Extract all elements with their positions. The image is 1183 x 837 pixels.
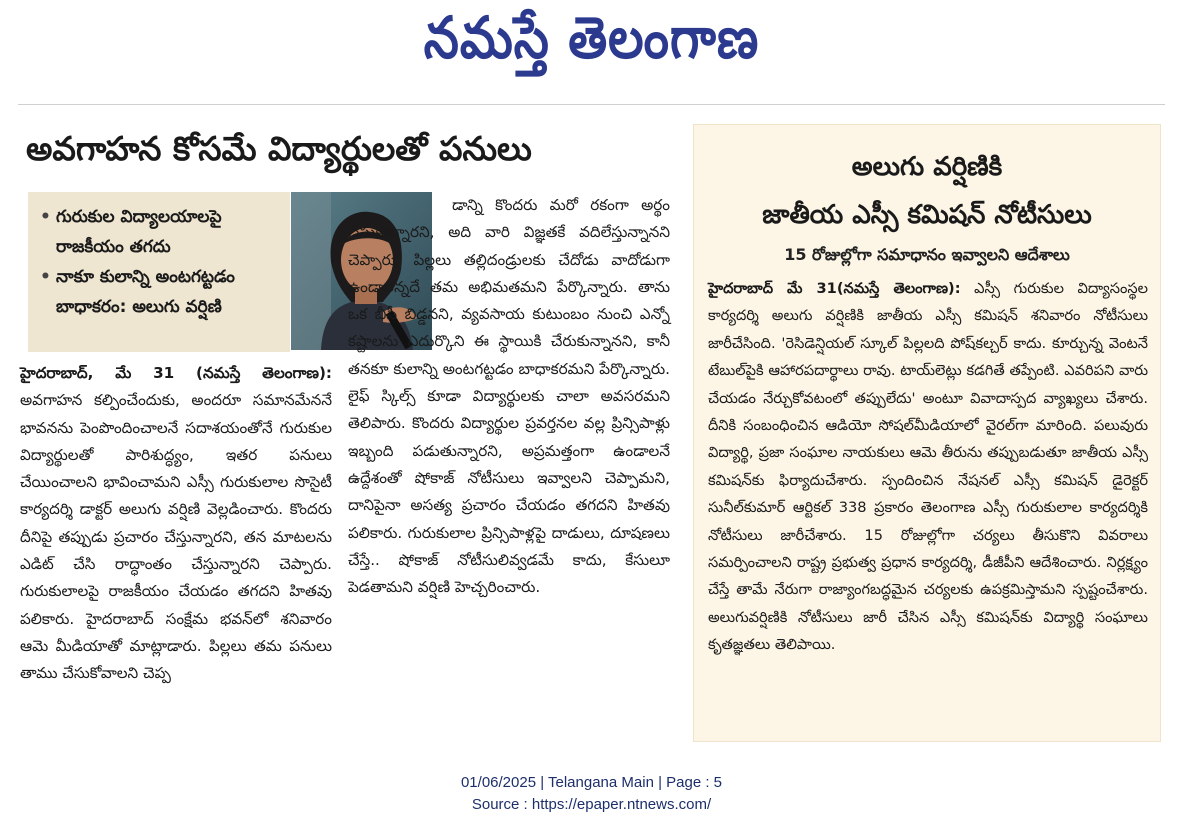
- dateline: హైదరాబాద్, మే 31 (నమస్తే తెలంగాణ):: [20, 364, 332, 382]
- masthead: [0, 0, 1183, 90]
- dateline: హైదరాబాద్ మే 31(నమస్తే తెలంగాణ):: [708, 280, 961, 297]
- left-article-headline: అవగాహన కోసమే విద్యార్థులతో పనులు: [26, 129, 532, 168]
- highlights-box: [28, 192, 290, 352]
- right-article: [693, 124, 1161, 742]
- column-2: [348, 192, 670, 601]
- footer-source-link[interactable]: Source : https://epaper.ntnews.com/: [471, 796, 712, 813]
- footer-edition-line: 01/06/2025 | Telangana Main | Page : 5: [460, 774, 723, 791]
- highlight-item: • గురుకుల విద్యాలయాలపై రాజకీయం తగదు: [40, 202, 282, 262]
- right-headline-line-1: అలుగు వర్షిణికి: [851, 152, 1003, 182]
- page-footer: [0, 772, 1183, 816]
- masthead-divider: [18, 104, 1165, 105]
- column-1: [20, 360, 332, 688]
- left-article: [20, 120, 680, 750]
- highlight-item: • నాకూ కులాన్ని అంటగట్టడం బాధాకరం: అలుగు వర్షిణి: [40, 262, 282, 322]
- column-1-text: అవగాహన కల్పించేందుకు, అందరూ సమానమేననే భావనను పెంపొందించాలనే సదాశయంతోనే గురుకుల విద్యార్థులతో పారిశుద్ధ్యం, ఇతర పనులు చేయించాలని భావించామని ఎస్సీ గురుకులాల సొసైటీ కార్యదర్శి డాక్టర్ అలుగు వర్షిణి వెల్లడించారు. కొందరు దీనిపై తప్పుడు ప్రచారం చేస్తున్నారని, తన మాటలను ఎడిట్ చేసి రాద్ధాంతం చేస్తున్నారని చెప్పారు. గురుకులాలపై రాజకీయం చేయడం తగదని హితవు పలికారు. హైదరాబాద్ సంక్షేమ భవన్‌లో శనివారం ఆమె మీడియాతో మాట్లాడారు. పిల్లలు తమ పనులు తాము చేసుకోవాలని చెప్ప: [20, 391, 332, 683]
- right-article-body: [708, 275, 1148, 659]
- masthead-title: నమస్తే తెలంగాణ: [423, 4, 760, 71]
- right-article-headline: [694, 143, 1160, 239]
- column-2-text: డాన్ని కొందరు మరో రకంగా అర్థం చేసుకున్నారని, అది వారి విజ్ఞతకే వదిలేస్తున్నానని చెప్పారు. పిల్లలు తల్లిదండ్రులకు చేదోడు వాదోడుగా ఉండాలన్నదే తమ అభిమతమని పేర్కొన్నారు. తాను ఒక బీసీ బిడ్డనని, వ్యవసాయ కుటుంబం నుంచి ఎన్నో కష్టాలను ఎదుర్కొని ఈ స్థాయికి చేరుకున్నానని, కానీ తనకూ కులాన్ని అంటగట్టడం బాధాకరమని పేర్కొన్నారు. లైఫ్ స్కిల్స్ కూడా విద్యార్థులకు చాలా అవసరమని తెలిపారు. కొందరు విద్యార్థుల ప్రవర్తనల వల్ల ప్రిన్సిపాళ్లు ఇబ్బంది పడుతున్నారని, అప్రమత్తంగా ఉండాలనే ఉద్దేశంతో షోకాజ్ నోటీసులు ఇవ్వాలని చెప్పామని, దానిపైనా అసత్య ప్రచారం చేయడం తగదని హితవు పలికారు. గురుకులాల ప్రిన్సిపాళ్లపై దాడులు, దూషణలు చేస్తే.. షోకాజ్ నోటీసులివ్వడమే కాదు, కేసులూ పెడతామని వర్షిణి హెచ్చరించారు.: [348, 196, 670, 597]
- right-article-text: ఎస్సీ గురుకుల విద్యాసంస్థల కార్యదర్శి అలుగు వర్షిణికి జాతీయ ఎస్సీ కమిషన్ శనివారం నోటీసులు జారీచేసింది. 'రెసిడెన్షియల్ స్కూల్ పిల్లలది పోష్‌కల్చర్ కాదు. కూర్చున్న వెంటనే టేబుల్‌పైకి ఆహారపదార్థాలు రావు. టాయ్‌లెట్లు కడగితే తప్పేంటి. ఎవరిపని వారు చేయడం నేర్చుకోవటంలో తప్పులేదు' అంటూ వివాదాస్పద వ్యాఖ్యలు చేశారు. దీనికి సంబంధించిన ఆడియో సోషల్‌మీడియాలో వైరల్‌గా మారింది. పలువురు విద్యార్థి, ప్రజా సంఘాల నాయకులు ఆమె తీరును తప్పుబడుతూ జాతీయ ఎస్సీ కమిషన్‌కు ఫిర్యాదుచేశారు. స్పందించిన నేషనల్ ఎస్సీ కమిషన్ డైరెక్టర్ సునీల్‌కుమార్ ఆర్టికల్ 338 ప్రకారం తెలంగాణ ఎస్సీ గురుకులాల కార్యదర్శికి నోటీసులు జారీచేశారు. 15 రోజుల్లోగా చర్యలు తీసుకొని వివరాలు సమర్పించాలని రాష్ట్ర ప్రభుత్వ ప్రధాన కార్యదర్శి, డీజీపీని ఆదేశించారు. నిర్లక్ష్యం చేస్తే తామే నేరుగా రాజ్యాంగబద్ధమైన చర్యలకు ఉపక్రమిస్తామని స్పష్టంచేశారు. అలుగువర్షిణికి నోటీసులు జారీ చేసిన ఎస్సీ కమిషన్‌కు విద్యార్థి సంఘాలు కృతజ్ఞతలు తెలిపాయి.: [708, 280, 1148, 654]
- right-article-subheadline: 15 రోజుల్లోగా సమాధానం ఇవ్వాలని ఆదేశాలు: [784, 245, 1070, 264]
- right-headline-line-2: జాతీయ ఎస్సీ కమిషన్ నోటీసులు: [762, 200, 1092, 230]
